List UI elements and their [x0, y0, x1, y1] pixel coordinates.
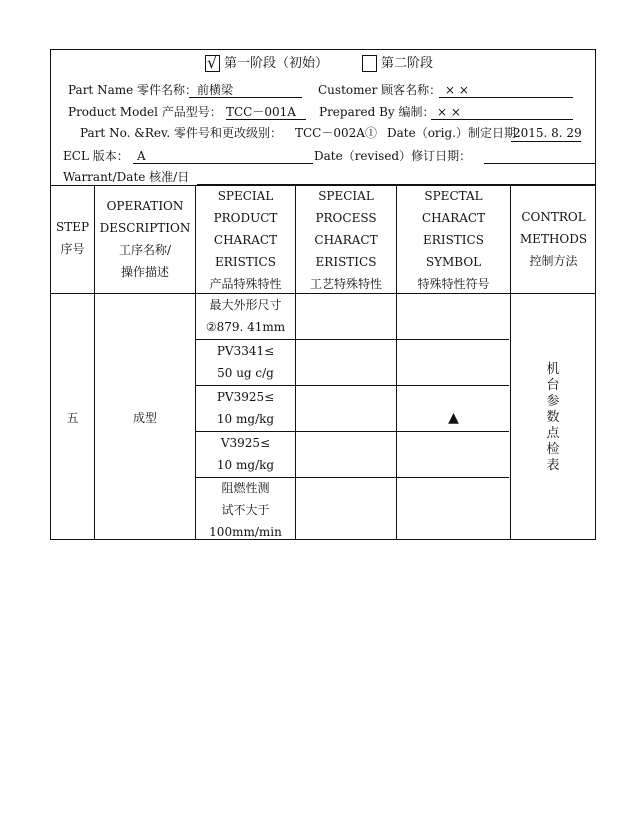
- product-char-5: 阻燃性测 试不大于 100mm/min: [209, 481, 282, 539]
- product-model-value: TCC－001A: [226, 105, 296, 119]
- header-special-process: SPECIAL PROCESS CHARACT ERISTICS 工艺特殊特性: [309, 189, 382, 291]
- ecl-value: A: [137, 149, 146, 163]
- product-model-label: Product Model 产品型号：: [68, 105, 222, 119]
- stage-2-label: 第二阶段: [381, 56, 434, 71]
- control-method-char: 台: [546, 378, 560, 393]
- header-special-symbol: SPECTAL CHARACT ERISTICS SYMBOL 特殊特性符号: [417, 189, 490, 291]
- control-method-char: 参: [546, 394, 560, 409]
- part-name-value: 前横梁: [197, 83, 234, 97]
- control-plan-form: [50, 49, 596, 540]
- prepared-by-label: Prepared By 编制：: [319, 105, 435, 119]
- control-method-char: 检: [546, 442, 560, 457]
- product-char-3: PV3925≤ 10 mg/kg: [216, 390, 275, 426]
- symbol-triangle-icon: ▲: [448, 410, 459, 426]
- stage-1-label: 第一阶段（初始）: [224, 56, 329, 71]
- header-control: CONTROL METHODS 控制方法: [519, 210, 588, 268]
- header-operation: OPERATION DESCRIPTION 工序名称/ 操作描述: [99, 199, 191, 279]
- control-method-value: [545, 362, 561, 474]
- checkmark-icon: √: [207, 53, 218, 72]
- customer-label: Customer 顾客名称：: [318, 83, 442, 97]
- stage-2-checkbox[interactable]: [362, 55, 377, 72]
- date-orig-value: 2015. 8. 29: [513, 126, 582, 140]
- step-value: 五: [66, 411, 79, 425]
- part-no-value: TCC－002A①: [295, 126, 377, 140]
- product-char-4: V3925≤ 10 mg/kg: [216, 436, 275, 472]
- control-method-char: 点: [546, 426, 560, 441]
- ecl-label: ECL 版本：: [63, 149, 129, 163]
- control-method-char: 表: [546, 458, 560, 473]
- control-method-char: 机: [546, 362, 560, 377]
- operation-value: 成型: [132, 411, 157, 425]
- customer-value: × ×: [445, 83, 469, 97]
- part-no-label: Part No. &Rev. 零件号和更改级别：: [80, 126, 283, 140]
- header-special-product: SPECIAL PRODUCT CHARACT ERISTICS 产品特殊特性: [209, 189, 282, 291]
- date-orig-label: Date（orig.）制定日期：: [387, 126, 528, 140]
- product-char-2: PV3341≤ 50 ug c/g: [216, 344, 275, 380]
- date-revised-label: Date（revised）修订日期：: [314, 149, 472, 163]
- prepared-by-value: × ×: [437, 105, 461, 119]
- control-method-char: 数: [546, 410, 560, 425]
- stage-1-checkbox[interactable]: [205, 55, 220, 72]
- header-step: STEP 序号: [55, 220, 90, 256]
- warrant-label: Warrant/Date 核准/日: [63, 170, 190, 184]
- part-name-label: Part Name 零件名称：: [68, 83, 198, 97]
- product-char-1: 最大外形尺寸 ②879. 41mm: [205, 298, 286, 334]
